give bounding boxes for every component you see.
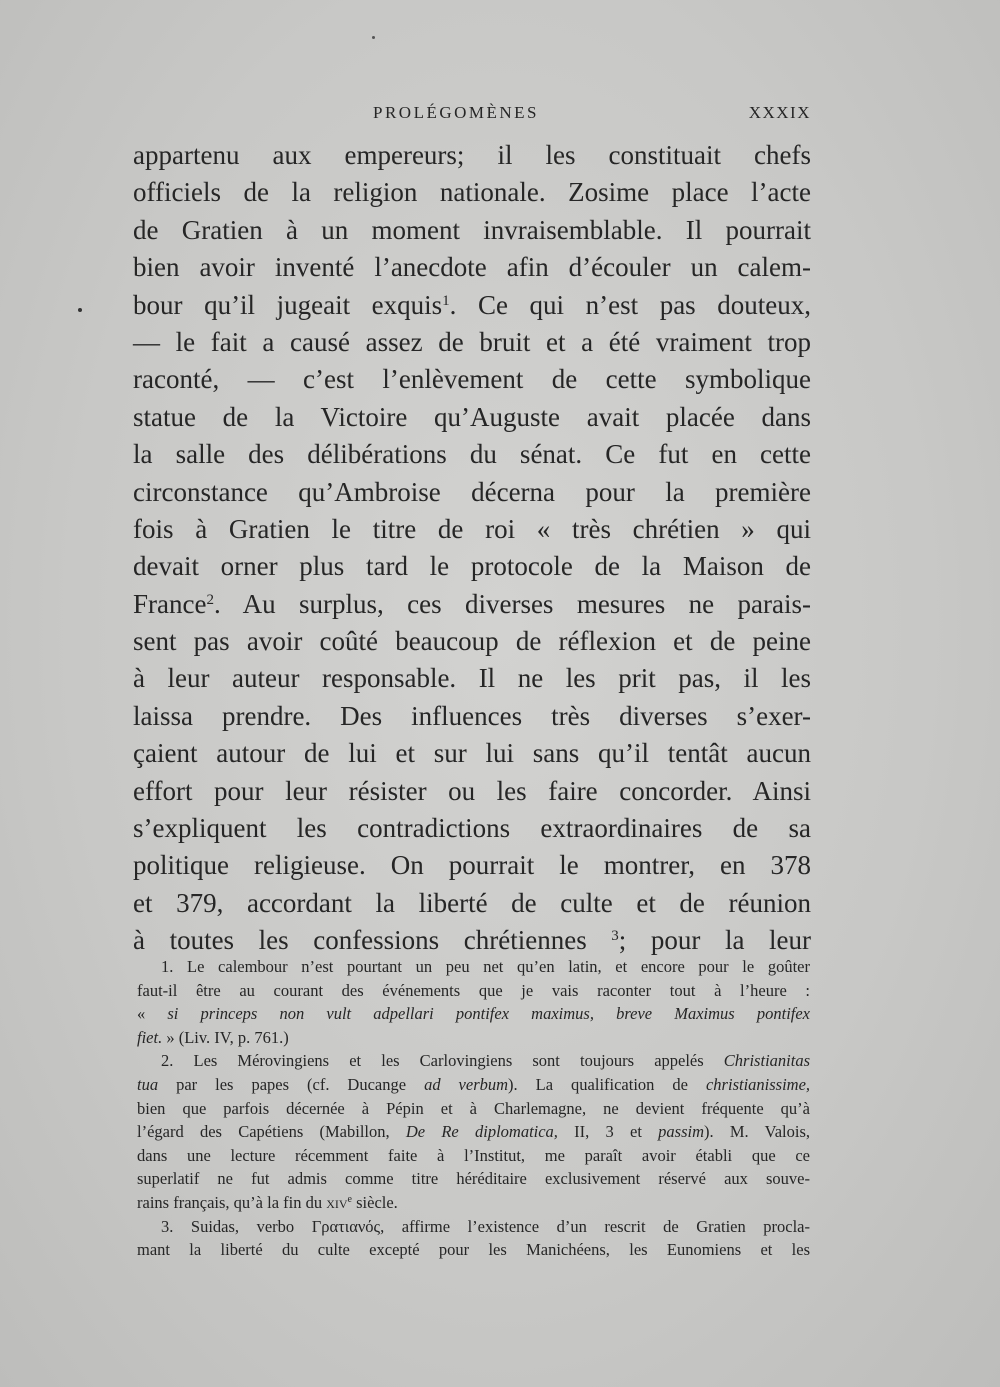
text-line: la salle des délibérations du sénat. Ce fut en cette: [133, 439, 811, 470]
text-line: de Gratien à un moment invraisemblable. Il pourrait: [133, 214, 811, 245]
footnote-1-line: « si princeps non vult adpellari pontifex maximus, breve Maximus pontifex: [137, 1004, 811, 1024]
margin-mark: [78, 308, 82, 312]
text-segment: France: [133, 588, 207, 619]
footnote-2-line: dans une lecture récemment faite à l’Institut, me paraît avoir établi que ce: [137, 1145, 810, 1165]
text-line: — le fait a causé assez de bruit et a été vraiment trop: [133, 326, 811, 357]
footnote-2-line: tua par les papes (cf. Ducange ad verbum). La qualification de christianissime,: [137, 1074, 811, 1094]
text-line: s’expliquent les contradictions extraordinaires de sa: [133, 813, 811, 844]
text-segment: ; pour la leur: [618, 925, 811, 956]
text-line: à leur auteur responsable. Il ne les prit pas, il les: [133, 663, 811, 694]
footnote-3-line: mant la liberté du culte excepté pour les Manichéens, les Eunomiens et les: [137, 1240, 810, 1260]
footnote-reference: 2: [206, 591, 214, 608]
footnote-3-line: 3. Suidas, verbo Γρατιανός, affirme l’existence d’un rescrit de Gratien procla-: [161, 1216, 810, 1236]
footnote-reference: 3: [611, 928, 619, 945]
text-segment: bour qu’il jugeait exquis: [133, 289, 443, 320]
footnote-2-line: rains français, qu’à la fin du xiv$^e$ siècle.: [137, 1192, 398, 1212]
text-line: [133, 922, 811, 959]
text-line: raconté, — c’est l’enlèvement de cette symbolique: [133, 364, 811, 395]
text-line: statue de la Victoire qu’Auguste avait placée dans: [133, 401, 811, 432]
text-segment: . Ce qui n’est pas douteux,: [449, 289, 811, 320]
footnote-2-line: 2. Les Mérovingiens et les Carlovingiens sont toujours appelés Christianitas: [161, 1051, 810, 1071]
footnote-1-line: faut-il être au courant des événements que je vais raconter tout à l’heure :: [137, 980, 810, 1000]
body-text: [133, 137, 811, 960]
text-line: devait orner plus tard le protocole de la Maison de: [133, 551, 811, 582]
text-line: officiels de la religion nationale. Zosime place l’acte: [133, 177, 811, 208]
text-segment: . Au surplus, ces diverses mesures ne parais-: [213, 588, 811, 619]
text-line: sent pas avoir coûté beaucoup de réflexion et de peine: [133, 626, 811, 657]
running-head: [133, 103, 811, 129]
footnote-2-line: superlatif ne fut admis comme titre héréditaire exclusivement réservé aux souve-: [137, 1169, 810, 1189]
footnote-1-line: fiet. » (Liv. IV, p. 761.): [137, 1027, 289, 1047]
text-line: laissa prendre. Des influences très diverses s’exer-: [133, 700, 811, 731]
text-line: effort pour leur résister ou les faire concorder. Ainsi: [133, 775, 811, 806]
text-line: [133, 287, 811, 324]
page-number: XXXIX: [748, 103, 811, 122]
footnote-2-line: bien que parfois décernée à Pépin et à Charlemagne, ne devient fréquente qu’à: [137, 1098, 810, 1118]
page-speck: [372, 36, 375, 39]
text-line: fois à Gratien le titre de roi « très chrétien » qui: [133, 513, 811, 544]
text-line: [133, 586, 811, 623]
text-line: appartenu aux empereurs; il les constituait chefs: [133, 140, 811, 170]
footnote-reference: 1: [442, 292, 450, 309]
running-title: PROLÉGOMÈNES: [373, 103, 540, 122]
footnote-2-line: l’égard des Capétiens (Mabillon, De Re diplomatica, II, 3 et passim). M. Valois,: [137, 1122, 810, 1142]
text-line: çaient autour de lui et sur lui sans qu’il tentât aucun: [133, 738, 811, 769]
footnote-1-line: 1. Le calembour n’est pourtant un peu net qu’en latin, et encore pour le goûter: [161, 957, 810, 976]
footnotes: [137, 955, 810, 1262]
text-line: circonstance qu’Ambroise décerna pour la première: [133, 476, 811, 507]
text-line: et 379, accordant la liberté de culte et de réunion: [133, 887, 811, 918]
text-line: politique religieuse. On pourrait le montrer, en 378: [133, 850, 811, 881]
text-line: bien avoir inventé l’anecdote afin d’écouler un calem-: [133, 252, 811, 283]
text-segment: à toutes les confessions chrétiennes: [133, 925, 612, 956]
